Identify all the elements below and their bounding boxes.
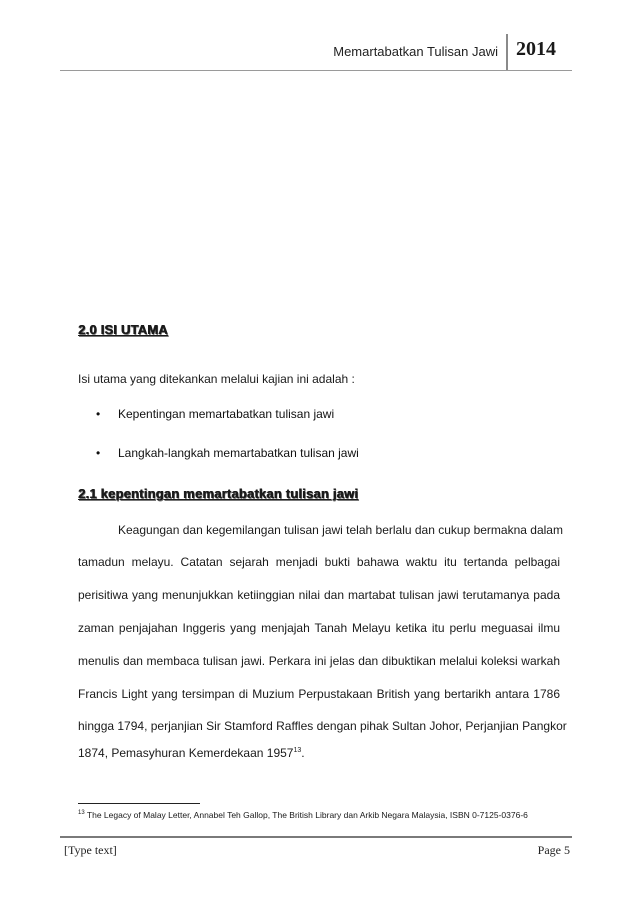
section-heading-kepentingan: 2.1 kepentingan memartabatkan tulisan jawi [78,486,359,501]
bullet-dot: • [96,446,101,460]
header-rule [60,70,572,71]
paragraph-line: zaman penjajahan Inggeris yang menjajah Tanah Melayu ketika itu perlu meguasai ilmu [78,621,560,635]
footnote [78,810,528,820]
paragraph-period: . [301,746,305,760]
running-header-year: 2014 [516,38,556,60]
section-heading-isi-utama: 2.0 ISI UTAMA [78,322,168,337]
footnote-separator [78,803,200,804]
paragraph-last-line [78,746,560,760]
footer-placeholder-text: [Type text] [64,843,117,857]
paragraph-line: perisitiwa yang menunjukkan ketiinggian nilai dan martabat tulisan jawi terutamanya pada [78,588,560,602]
footnote-reference[interactable]: 13 [293,747,302,754]
intro-text: Isi utama yang ditekankan melalui kajian ini adalah : [78,372,355,386]
paragraph-line: hingga 1794, perjanjian Sir Stamford Raffles dengan pihak Sultan Johor, Perjanjian Pangkor [78,719,567,733]
bullet-dot: • [96,407,101,421]
paragraph-line: menulis dan membaca tulisan jawi. Perkara ini jelas dan dibuktikan melalui koleksi warkah [78,654,560,668]
header-separator [506,34,508,70]
bullet-item: Langkah-langkah memartabatkan tulisan jawi [118,446,359,460]
page-number: Page 5 [537,843,570,857]
paragraph-line: Francis Light yang tersimpan di Muzium Perpustakaan British yang bertarikh antara 1786 [78,687,560,701]
footnote-text: The Legacy of Malay Letter, Annabel Teh Gallop, The British Library dan Arkib Negara Malaysia, ISBN 0-7125-0376-6 [84,810,528,820]
bullet-item: Kepentingan memartabatkan tulisan jawi [118,407,335,421]
footnote-number: 13 [78,810,85,817]
running-header-title: Memartabatkan Tulisan Jawi [333,44,498,59]
paragraph-line: 1874, Pemasyhuran Kemerdekaan 1957 [78,746,294,760]
paragraph-line: tamadun melayu. Catatan sejarah menjadi bukti bahawa waktu itu tertanda pelbagai [78,555,560,569]
footer-rule [60,836,572,838]
paragraph-line: Keagungan dan kegemilangan tulisan jawi telah berlalu dan cukup bermakna dalam [118,523,563,537]
